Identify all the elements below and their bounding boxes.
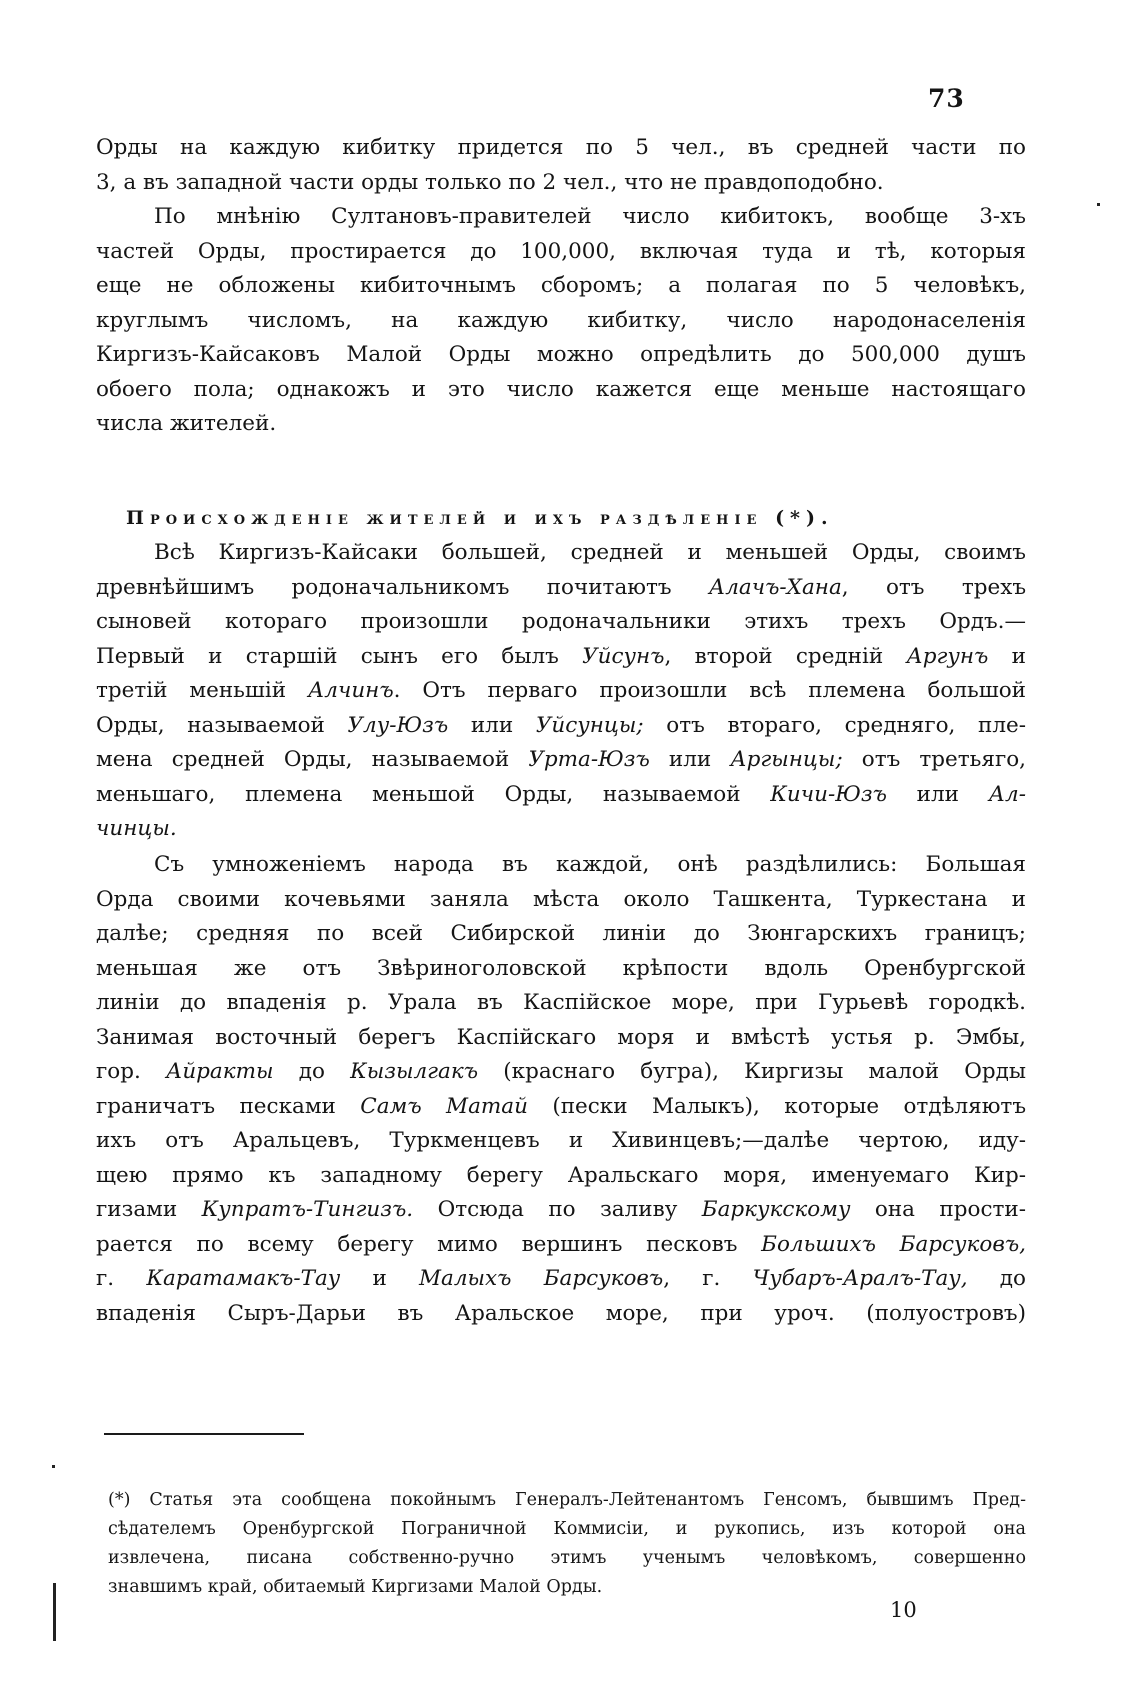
text-line: линіи до впаденія р. Урала въ Каспійское море, при Гурьевѣ городкѣ. bbox=[96, 990, 1026, 1015]
text-line: Орда своими кочевьями заняла мѣста около Ташкента, Туркестана и bbox=[96, 886, 1026, 912]
footnote bbox=[108, 1486, 1026, 1602]
italic-name: Каратамакъ-Тау bbox=[146, 1266, 341, 1291]
text-line: Орды, называемой Улу-Юзъ или Уйсунцы; отъ втораго, средняго, пле- bbox=[96, 712, 1026, 738]
italic-name: чинцы. bbox=[96, 816, 177, 841]
text-line: Первый и старшій сынъ его былъ Уйсунъ, второй средній Аргунъ и bbox=[96, 643, 1026, 669]
paragraph-continuation bbox=[96, 131, 1026, 200]
italic-name: Аргунъ bbox=[906, 643, 989, 669]
italic-name: Малыхъ Барсуковъ bbox=[419, 1266, 664, 1291]
italic-name: Уйсунцы; bbox=[535, 712, 644, 738]
italic-name: Кызылгакъ bbox=[350, 1059, 479, 1084]
text-line: рается по всему берегу мимо вершинъ песковъ Большихъ Барсуковъ, bbox=[96, 1231, 1026, 1257]
text-line: частей Орды, простирается до 100,000, включая туда и тѣ, которыя bbox=[96, 238, 1026, 264]
margin-mark bbox=[52, 1465, 55, 1468]
italic-name: Чубаръ-Аралъ-Тау, bbox=[752, 1266, 968, 1291]
text-line: г. Каратамакъ-Тау и Малыхъ Барсуковъ, г. Чубаръ-Аралъ-Тау, до bbox=[96, 1266, 1026, 1291]
section-heading: Происхожденіе жителей и ихъ раздѣленіе (*). bbox=[126, 507, 834, 529]
text-line: Киргизъ-Кайсаковъ Малой Орды можно опредѣлить до 500,000 душъ bbox=[96, 342, 1026, 367]
paragraph-population bbox=[96, 200, 1026, 442]
text-line: впаденія Сыръ-Дарьи въ Аральское море, при уроч. (полуостровъ) bbox=[96, 1300, 1026, 1326]
page-number: 73 bbox=[928, 84, 965, 113]
italic-name: Купратъ-Тингизъ. bbox=[201, 1197, 414, 1222]
text-line bbox=[96, 812, 1026, 847]
text-line: 3, а въ западной части орды только по 2 чел., что не правдоподобно. bbox=[96, 169, 884, 195]
text-line: Съ умноженіемъ народа въ каждой, онѣ раздѣлились: Большая bbox=[154, 852, 1026, 877]
footnote-line: извлечена, писана собственно-ручно этимъ ученымъ человѣкомъ, совершенно bbox=[108, 1548, 1026, 1568]
text-line: круглымъ числомъ, на каждую кибитку, число народонаселенія bbox=[96, 307, 1026, 333]
italic-name: Большихъ Барсуковъ, bbox=[761, 1231, 1026, 1257]
italic-name: Алчинъ bbox=[307, 678, 394, 703]
text-line: Занимая восточный берегъ Каспійскаго моря и вмѣстѣ устья р. Эмбы, bbox=[96, 1024, 1026, 1050]
text-line: далѣе; средняя по всей Сибирской линіи до Зюнгарскихъ границъ; bbox=[96, 921, 1026, 946]
text-line: еще не обложены кибиточнымъ сборомъ; а полагая по 5 человѣкъ, bbox=[96, 273, 1026, 298]
text-line: мена средней Орды, называемой Урта-Юзъ или Аргынцы; отъ третьяго, bbox=[96, 747, 1026, 772]
text-line: гизами Купратъ-Тингизъ. Отсюда по заливу Баркукскому она прости- bbox=[96, 1197, 1026, 1222]
italic-name: Самъ Матай bbox=[360, 1093, 528, 1119]
margin-mark bbox=[1097, 203, 1100, 206]
italic-name: Айракты bbox=[166, 1059, 274, 1084]
footnote-line: сѣдателемъ Оренбургской Пограничной Коммисіи, и рукопись, изъ которой она bbox=[108, 1519, 1026, 1539]
text-line: меньшаго, племена меньшой Орды, называемой Кичи-Юзъ или Ал- bbox=[96, 781, 1026, 807]
footnote-line: (*) Статья эта сообщена покойнымъ Генералъ-Лейтенантомъ Генсомъ, бывшимъ Пред- bbox=[108, 1490, 1026, 1510]
text-line: обоего пола; однакожъ и это число кажется еще меньше настоящаго bbox=[96, 376, 1026, 402]
italic-name: Баркукскому bbox=[701, 1197, 851, 1222]
text-line: По мнѣнію Султановъ-правителей число кибитокъ, вообще 3-хъ bbox=[154, 204, 1026, 229]
text-line: числа жителей. bbox=[96, 411, 277, 436]
italic-name: Уйсунъ bbox=[582, 643, 665, 669]
paragraph-territories bbox=[96, 848, 1026, 1331]
text-line: Орды на каждую кибитку придется по 5 чел., въ средней части по bbox=[96, 135, 1026, 160]
signature-mark: 10 bbox=[890, 1598, 917, 1622]
footnote-divider bbox=[104, 1433, 304, 1435]
text-line: Всѣ Киргизъ-Кайсаки большей, средней и меньшей Орды, своимъ bbox=[154, 540, 1026, 565]
italic-name: Аргынцы; bbox=[730, 747, 843, 772]
italic-name: Ал- bbox=[988, 781, 1026, 807]
text-line: сыновей котораго произошли родоначальники этихъ трехъ Ордъ.— bbox=[96, 609, 1026, 634]
italic-name: Улу-Юзъ bbox=[347, 712, 449, 738]
italic-name: Урта-Юзъ bbox=[528, 747, 650, 772]
paragraph-origin bbox=[96, 536, 1026, 847]
text-line: гор. Айракты до Кызылгакъ (краснаго бугра), Киргизы малой Орды bbox=[96, 1059, 1026, 1084]
italic-name: Кичи-Юзъ bbox=[770, 781, 887, 807]
text-line: древнѣйшимъ родоначальникомъ почитаютъ Алачъ-Хана, отъ трехъ bbox=[96, 574, 1026, 600]
text-line: меньшая же отъ Звѣриноголовской крѣпости вдоль Оренбургской bbox=[96, 955, 1026, 981]
text-line: ихъ отъ Аральцевъ, Туркменцевъ и Хивинцевъ;—далѣе чертою, иду- bbox=[96, 1128, 1026, 1153]
text-line: щею прямо къ западному берегу Аральскаго моря, именуемаго Кир- bbox=[96, 1162, 1026, 1188]
italic-name: Алачъ-Хана bbox=[708, 574, 842, 600]
text-line: третій меньшій Алчинъ. Отъ перваго произошли всѣ племена большой bbox=[96, 678, 1026, 703]
footnote-line: знавшимъ край, обитаемый Киргизами Малой Орды. bbox=[108, 1577, 603, 1597]
margin-mark bbox=[53, 1583, 56, 1641]
text-line: граничатъ песками Самъ Матай (пески Малыкъ), которые отдѣляютъ bbox=[96, 1093, 1026, 1119]
